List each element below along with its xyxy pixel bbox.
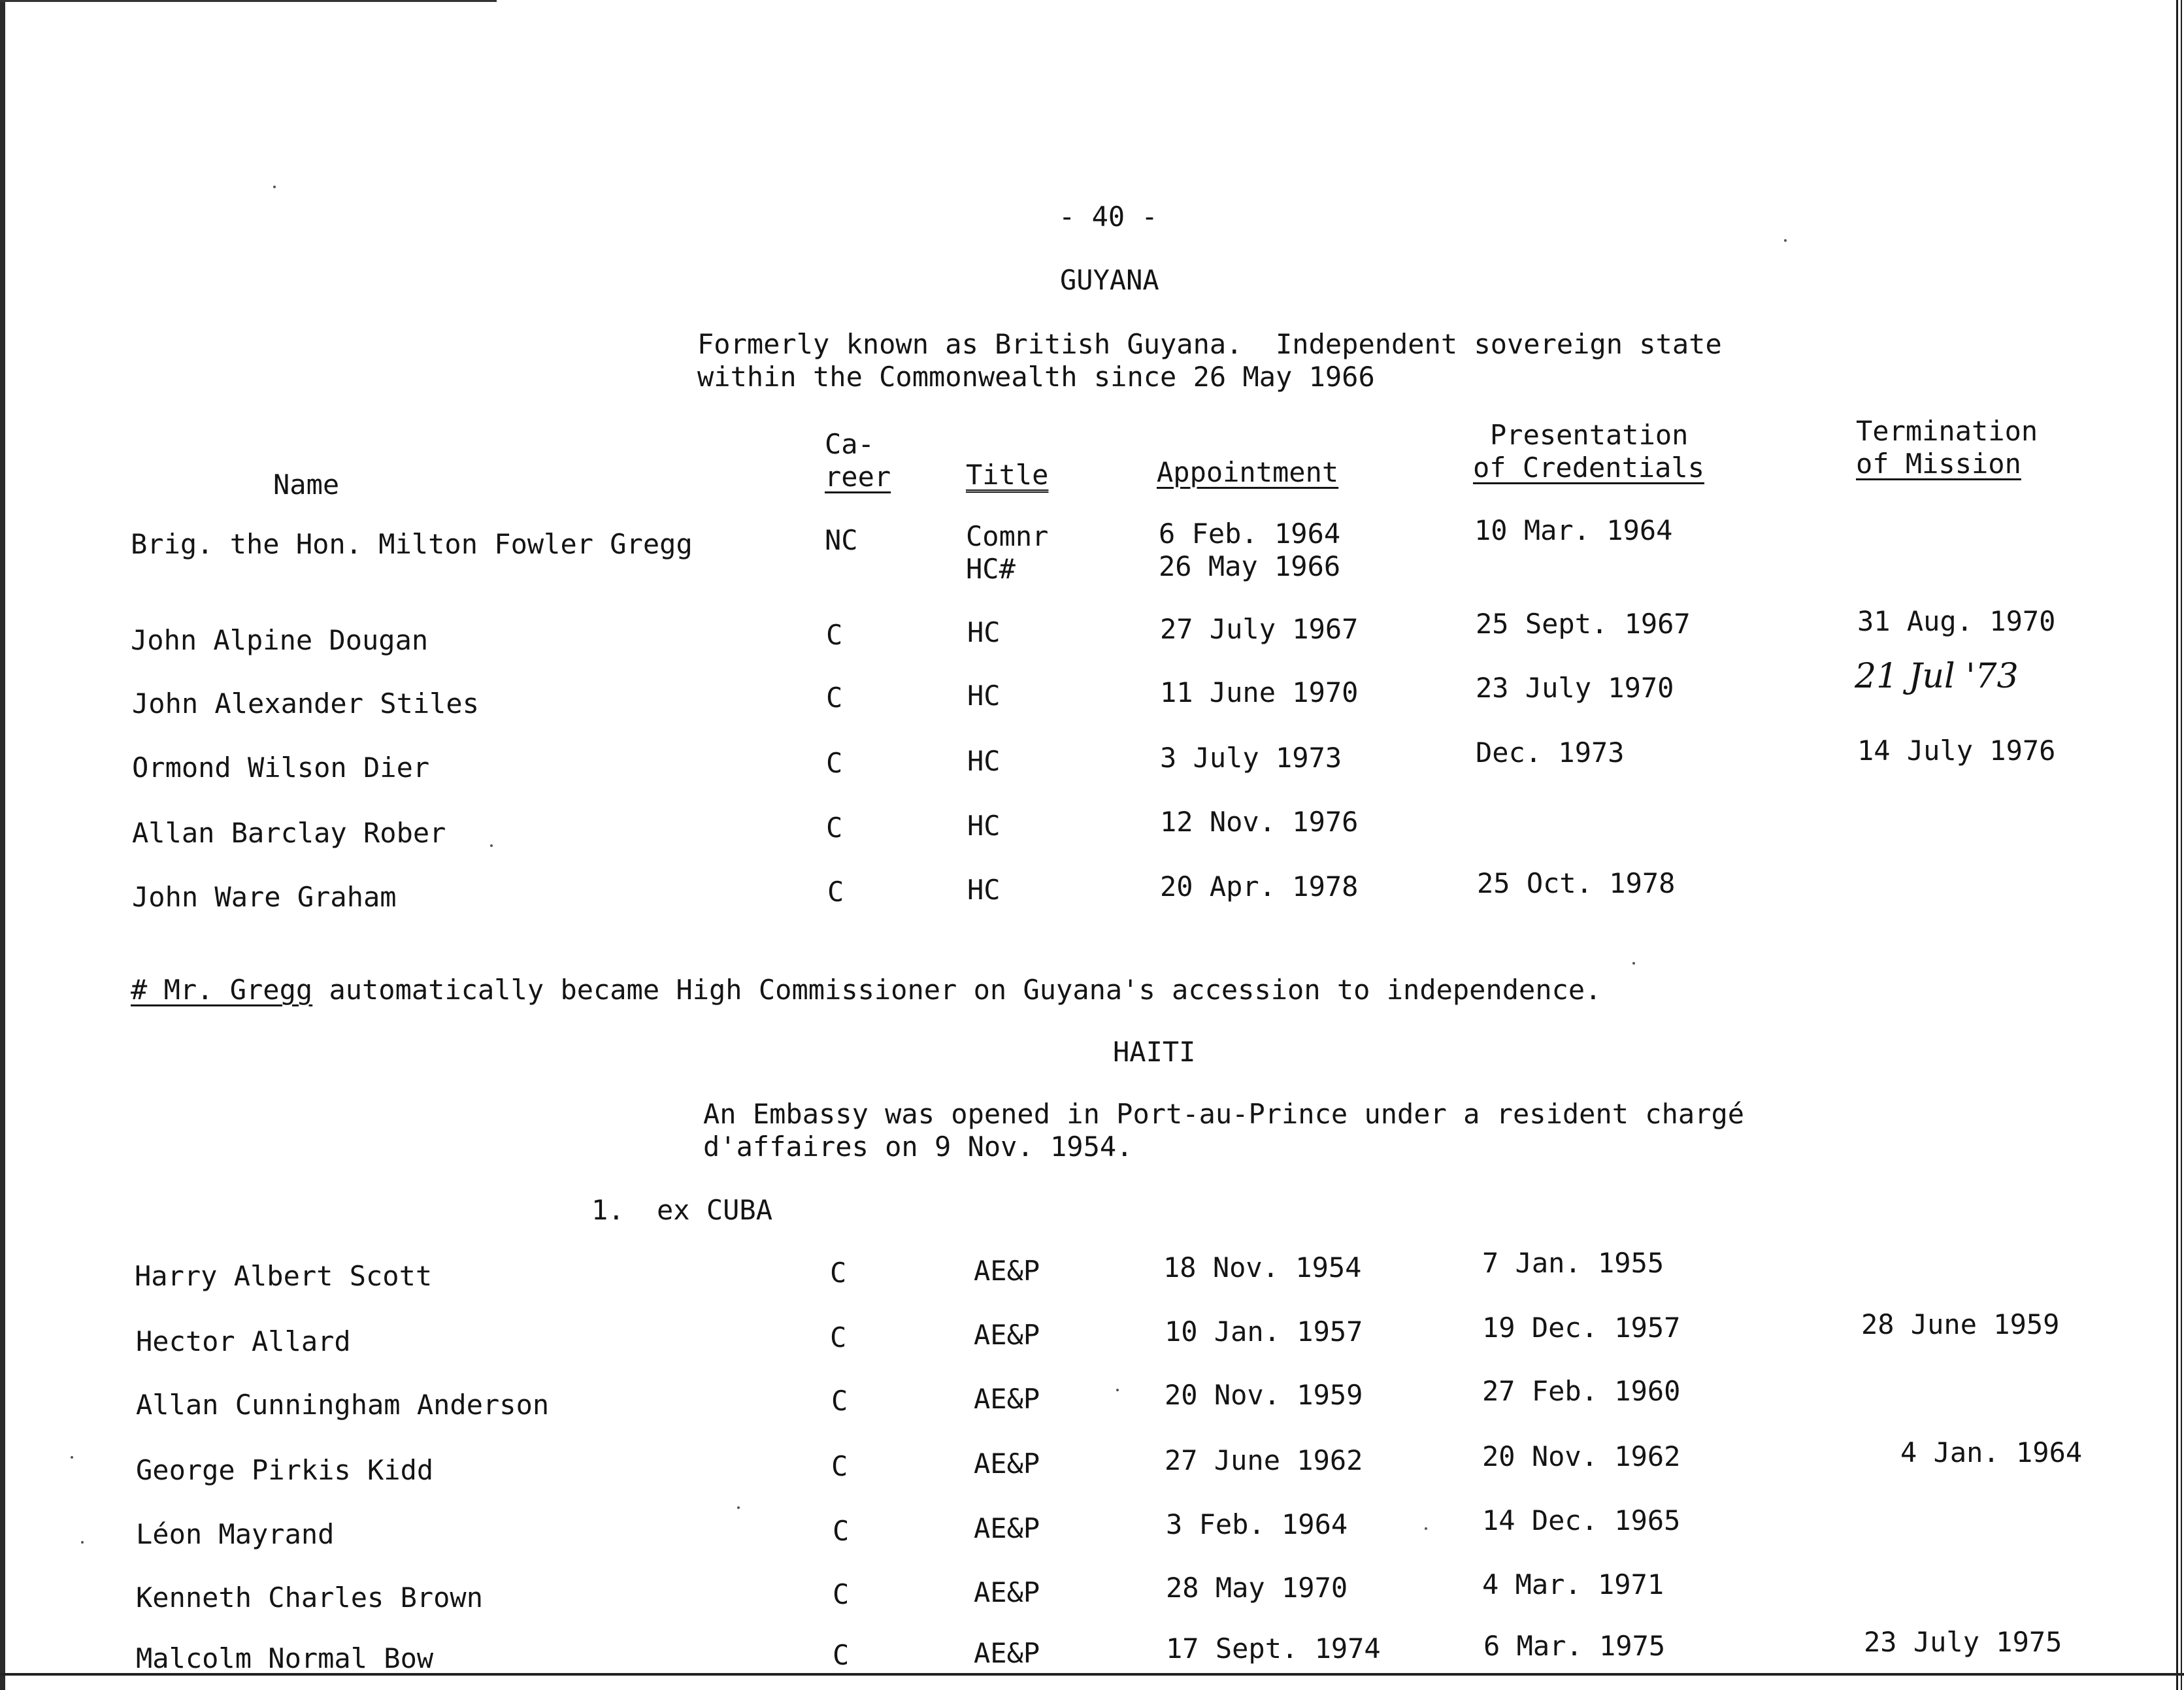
- guyana-row-appointment: 12 Nov. 1976: [1160, 806, 1359, 838]
- haiti-row-name: Hector Allard: [136, 1325, 351, 1357]
- guyana-row-appointment: 11 June 1970: [1160, 676, 1359, 708]
- haiti-row-name: Harry Albert Scott: [135, 1260, 433, 1292]
- haiti-row-title: AE&P: [974, 1637, 1040, 1669]
- haiti-row-name: George Pirkis Kidd: [136, 1454, 434, 1486]
- guyana-row-appointment: 27 July 1967: [1160, 613, 1359, 645]
- guyana-row-credentials: Dec. 1973: [1476, 737, 1625, 769]
- haiti-row-career: C: [830, 1257, 847, 1289]
- scan-speck: [490, 844, 493, 847]
- guyana-row-appointment: 6 Feb. 1964: [1159, 518, 1341, 550]
- scan-speck: [273, 186, 276, 188]
- column-header-presentation-bottom: of Credentials: [1473, 452, 1705, 484]
- haiti-row-name: Malcolm Normal Bow: [136, 1642, 434, 1674]
- column-header-termination-top: Termination: [1856, 415, 2038, 447]
- guyana-row-credentials: 25 Oct. 1978: [1477, 867, 1676, 899]
- guyana-row-appointment-secondary: 26 May 1966: [1159, 550, 1341, 582]
- guyana-row-name: Allan Barclay Rober: [132, 817, 446, 849]
- column-header-career-top: Ca-: [825, 428, 874, 460]
- haiti-section-label: ex CUBA: [657, 1194, 773, 1226]
- haiti-row-credentials: 4 Mar. 1971: [1482, 1568, 1664, 1600]
- footnote-marker: # Mr. Gregg: [131, 974, 313, 1006]
- guyana-row-title-secondary: HC#: [966, 553, 1016, 585]
- column-header-termination-bottom: of Mission: [1856, 448, 2021, 480]
- column-header-title: Title: [966, 459, 1049, 491]
- haiti-row-title: AE&P: [974, 1576, 1040, 1608]
- haiti-heading: HAITI: [1113, 1036, 1196, 1068]
- guyana-row-title: HC: [967, 616, 1001, 648]
- guyana-row-name: John Alpine Dougan: [131, 624, 429, 656]
- guyana-row-credentials: 25 Sept. 1967: [1476, 608, 1691, 640]
- haiti-row-name: Léon Mayrand: [136, 1518, 335, 1550]
- guyana-row-appointment: 3 July 1973: [1160, 742, 1342, 774]
- haiti-row-title: AE&P: [974, 1255, 1040, 1287]
- haiti-row-termination: 28 June 1959: [1861, 1308, 2060, 1340]
- guyana-row-credentials: 10 Mar. 1964: [1474, 514, 1673, 546]
- haiti-row-appointment: 28 May 1970: [1166, 1572, 1348, 1604]
- haiti-row-title: AE&P: [974, 1512, 1040, 1544]
- footnote-text: automatically became High Commissioner on Guyana's accession to independence.: [312, 974, 1602, 1006]
- haiti-row-appointment: 20 Nov. 1959: [1165, 1379, 1363, 1411]
- page-number: - 40 -: [1059, 201, 1158, 233]
- haiti-row-credentials: 14 Dec. 1965: [1482, 1504, 1681, 1536]
- guyana-row-title: HC: [967, 745, 1001, 777]
- scan-speck: [737, 1506, 740, 1509]
- guyana-row-name: Brig. the Hon. Milton Fowler Gregg: [131, 528, 693, 560]
- column-header-career-bottom: reer: [825, 461, 891, 493]
- scan-speck: [71, 1456, 73, 1459]
- haiti-row-credentials: 27 Feb. 1960: [1482, 1375, 1681, 1407]
- guyana-row-career: C: [826, 747, 843, 779]
- haiti-row-credentials: 7 Jan. 1955: [1482, 1247, 1664, 1279]
- guyana-row-credentials: 23 July 1970: [1476, 672, 1674, 704]
- haiti-row-credentials: 6 Mar. 1975: [1483, 1630, 1666, 1662]
- haiti-row-name: Allan Cunningham Anderson: [136, 1389, 550, 1421]
- guyana-row-career: C: [827, 876, 844, 908]
- guyana-intro-line-2: within the Commonwealth since 26 May 1966: [697, 361, 1375, 393]
- haiti-row-termination: 23 July 1975: [1864, 1626, 2062, 1658]
- haiti-row-career: C: [831, 1385, 848, 1417]
- haiti-row-career: C: [833, 1578, 850, 1610]
- haiti-row-career: C: [830, 1321, 847, 1353]
- guyana-row-appointment: 20 Apr. 1978: [1160, 870, 1359, 903]
- guyana-row-career: C: [826, 682, 843, 714]
- haiti-row-credentials: 19 Dec. 1957: [1482, 1312, 1681, 1344]
- guyana-row-career: C: [826, 619, 843, 651]
- guyana-row-title: Comnr: [966, 520, 1049, 552]
- scan-speck: [1632, 962, 1635, 965]
- haiti-row-career: C: [833, 1515, 850, 1547]
- scan-speck: [81, 1541, 84, 1544]
- haiti-row-appointment: 27 June 1962: [1165, 1444, 1363, 1476]
- guyana-row-career: NC: [825, 524, 858, 556]
- column-header-appointment: Appointment: [1157, 456, 1339, 488]
- haiti-section-number: 1.: [591, 1194, 625, 1226]
- column-header-presentation-top: Presentation: [1490, 419, 1689, 451]
- guyana-row-name: John Alexander Stiles: [132, 688, 480, 720]
- column-header-name: Name: [273, 469, 340, 501]
- guyana-row-termination: 14 July 1976: [1857, 735, 2056, 767]
- scan-speck: [1116, 1389, 1119, 1391]
- scan-edge-left: [0, 0, 5, 1690]
- haiti-row-appointment: 10 Jan. 1957: [1165, 1316, 1363, 1348]
- haiti-row-termination: 4 Jan. 1964: [1900, 1436, 2083, 1468]
- haiti-intro-line-1: An Embassy was opened in Port-au-Prince under a resident chargé: [703, 1098, 1745, 1130]
- guyana-row-termination-handwritten: 21 Jul '73: [1855, 657, 2019, 696]
- scan-speck: [1425, 1527, 1427, 1530]
- haiti-row-appointment: 3 Feb. 1964: [1166, 1508, 1348, 1540]
- scan-edge-top: [0, 0, 497, 2]
- scan-speck: [1784, 239, 1787, 242]
- guyana-row-career: C: [826, 812, 843, 844]
- haiti-intro-line-2: d'affaires on 9 Nov. 1954.: [703, 1131, 1133, 1163]
- guyana-row-title: HC: [967, 680, 1001, 712]
- guyana-row-title: HC: [967, 810, 1001, 842]
- haiti-row-appointment: 17 Sept. 1974: [1166, 1632, 1381, 1665]
- guyana-intro-line-1: Formerly known as British Guyana. Independent sovereign state: [697, 328, 1722, 360]
- haiti-row-career: C: [833, 1639, 850, 1671]
- haiti-row-title: AE&P: [974, 1383, 1040, 1415]
- guyana-row-name: Ormond Wilson Dier: [132, 752, 430, 784]
- guyana-row-name: John Ware Graham: [132, 881, 397, 913]
- haiti-row-title: AE&P: [974, 1448, 1040, 1480]
- haiti-row-career: C: [831, 1450, 848, 1482]
- guyana-footnote: [131, 974, 1601, 1006]
- haiti-row-name: Kenneth Charles Brown: [136, 1582, 484, 1614]
- haiti-row-title: AE&P: [974, 1319, 1040, 1351]
- guyana-row-termination: 31 Aug. 1970: [1857, 605, 2056, 637]
- haiti-row-appointment: 18 Nov. 1954: [1163, 1251, 1362, 1284]
- guyana-row-title: HC: [967, 874, 1001, 906]
- scan-edge-right: [2174, 0, 2184, 1690]
- guyana-heading: GUYANA: [1060, 264, 1159, 296]
- haiti-row-credentials: 20 Nov. 1962: [1482, 1440, 1681, 1472]
